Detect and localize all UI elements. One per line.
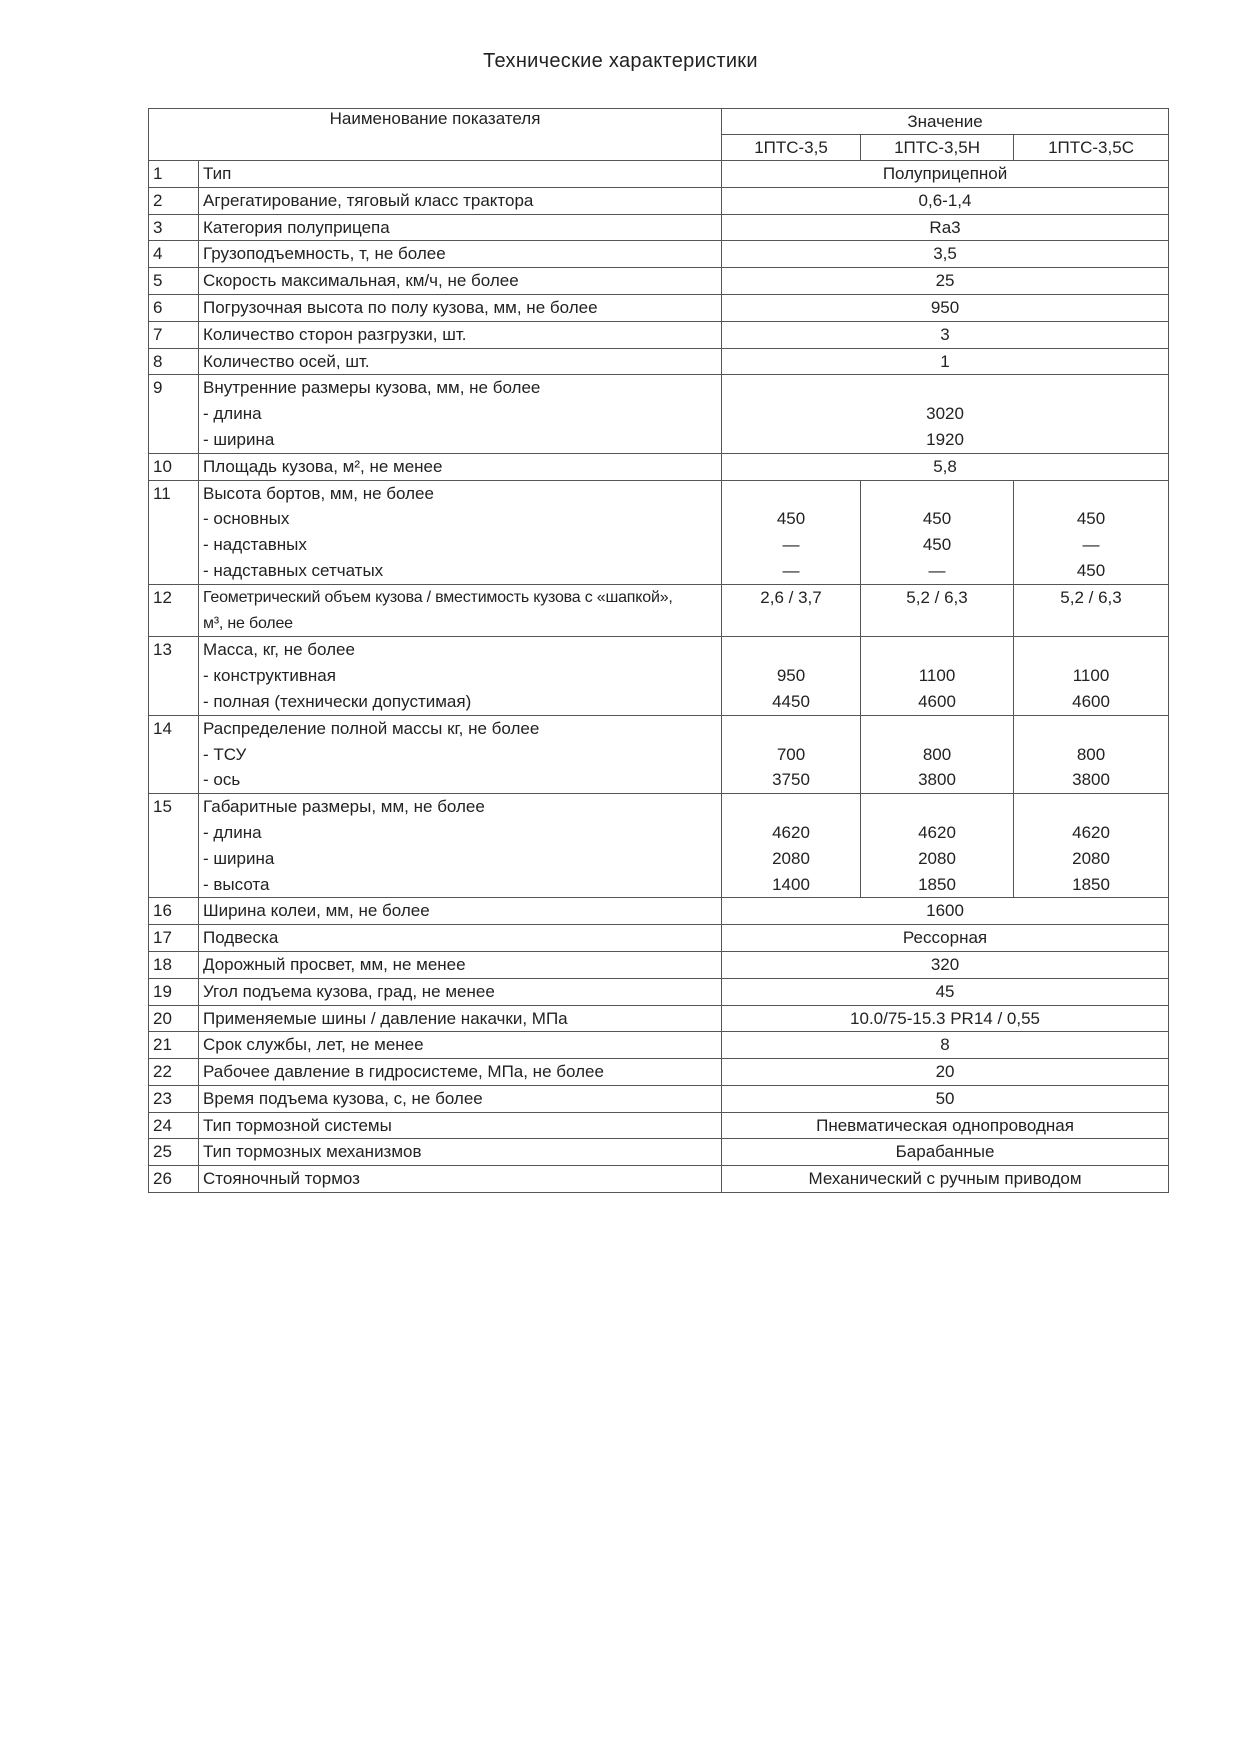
parameter-value-model-3 [1014, 480, 1169, 584]
parameter-value-line: Полуприцепной [882, 164, 1008, 183]
parameter-name-line: Количество осей, шт. [203, 351, 370, 371]
parameter-value-line: 1100 [1072, 666, 1110, 686]
parameter-name [199, 1112, 722, 1139]
parameter-value-line: 450 [1076, 560, 1106, 580]
parameter-name-line: - длина [203, 404, 262, 424]
parameter-name [199, 294, 722, 321]
parameter-name [199, 584, 722, 637]
parameter-value-line [1018, 716, 1164, 742]
parameter-name-line: - полная (технически допустимая) [203, 691, 472, 711]
row-number [149, 161, 199, 188]
parameter-value-model-2 [861, 584, 1014, 637]
table-row [149, 584, 1169, 637]
table-row [149, 925, 1169, 952]
parameter-name [199, 978, 722, 1005]
row-number [149, 978, 199, 1005]
parameter-name-line: Применяемые шины / давление накачки, МПа [203, 1008, 568, 1028]
parameter-value-model-3 [1014, 584, 1169, 637]
parameter-name-line: - конструктивная [203, 666, 336, 686]
parameter-value-line: — [928, 560, 946, 580]
table-row [149, 321, 1169, 348]
parameter-name [199, 453, 722, 480]
parameter-value-line: 4600 [1072, 691, 1110, 711]
row-number-text: 12 [153, 587, 172, 607]
table-row [149, 161, 1169, 188]
parameter-name-line: - ширина [203, 429, 275, 449]
parameter-value-line: 3020 [926, 404, 964, 424]
parameter-value-line: 5,2 / 6,3 [906, 587, 968, 607]
parameter-name [199, 951, 722, 978]
parameter-value-line [865, 637, 1009, 663]
table-row [149, 1166, 1169, 1193]
parameter-name [199, 480, 722, 584]
parameter-value [722, 951, 1169, 978]
parameter-value-line: 1600 [926, 901, 964, 921]
row-number-text: 18 [153, 954, 172, 974]
table-row [149, 268, 1169, 295]
row-number-text: 5 [153, 271, 163, 291]
parameter-value [722, 375, 1169, 453]
parameter-value-line: Механический с ручным приводом [808, 1169, 1082, 1189]
parameter-value-line: 800 [922, 744, 952, 764]
parameter-name-line: Стояночный тормоз [203, 1169, 360, 1189]
parameter-value-line: 950 [930, 297, 960, 317]
table-row [149, 1032, 1169, 1059]
parameter-name-line: - ширина [203, 848, 275, 868]
parameter-value-line: 25 [935, 271, 955, 291]
parameter-value-line: 50 [935, 1088, 955, 1108]
parameter-value [722, 925, 1169, 952]
row-number [149, 715, 199, 793]
parameter-value-line [1018, 481, 1164, 507]
parameter-name [199, 1166, 722, 1193]
parameter-name [199, 268, 722, 295]
parameter-value-model-1 [722, 715, 861, 793]
parameter-value-line: 4620 [918, 822, 956, 842]
parameter-name-line: Дорожный просвет, мм, не менее [203, 954, 466, 974]
parameter-value-line: 1100 [918, 666, 956, 686]
table-row [149, 480, 1169, 584]
parameter-value-model-2 [861, 480, 1014, 584]
row-number [149, 268, 199, 295]
parameter-value [722, 1032, 1169, 1059]
parameter-name-line: Тип тормозной системы [203, 1115, 392, 1135]
parameter-value-line [726, 481, 856, 507]
parameter-value-line: 2080 [772, 848, 810, 868]
parameter-name [199, 1032, 722, 1059]
parameter-value-line: Пневматическая однопроводная [816, 1115, 1074, 1135]
row-number [149, 348, 199, 375]
header-value-column: Значение [722, 109, 1169, 135]
parameter-value-line: 950 [776, 666, 806, 686]
row-number [149, 794, 199, 898]
parameter-name [199, 187, 722, 214]
parameter-value [722, 1166, 1169, 1193]
row-number [149, 1059, 199, 1086]
parameter-name-line: Время подъема кузова, с, не более [203, 1088, 483, 1108]
row-number [149, 453, 199, 480]
parameter-value [722, 161, 1169, 188]
header-model-2: 1ПТС-3,5Н [861, 135, 1014, 161]
parameter-value-line [865, 794, 1009, 820]
parameter-name [199, 898, 722, 925]
parameter-name-line: Категория полуприцепа [203, 217, 390, 237]
parameter-value [722, 321, 1169, 348]
parameter-name-line: Скорость максимальная, км/ч, не более [203, 271, 519, 291]
parameter-name [199, 214, 722, 241]
table-row [149, 951, 1169, 978]
row-number [149, 584, 199, 637]
row-number-text: 15 [153, 797, 172, 817]
row-number-text: 13 [153, 640, 172, 660]
parameter-value-line: 3800 [1072, 770, 1110, 790]
spec-table-body [149, 161, 1169, 1193]
parameter-value [722, 1139, 1169, 1166]
parameter-name-line: Площадь кузова, м², не менее [203, 456, 443, 476]
row-number-text: 7 [153, 324, 163, 344]
row-number [149, 1139, 199, 1166]
parameter-value-model-2 [861, 715, 1014, 793]
parameter-value-line [1018, 794, 1164, 820]
row-number-text: 22 [153, 1062, 172, 1082]
parameter-name [199, 1085, 722, 1112]
row-number [149, 375, 199, 453]
row-number-text: 11 [153, 483, 171, 503]
parameter-name-line: Геометрический объем кузова / вместимость кузова с «шапкой», [203, 588, 673, 606]
parameter-name-line: Тип [203, 164, 232, 183]
table-row [149, 1059, 1169, 1086]
row-number-text: 14 [153, 718, 172, 738]
parameter-name-line: Высота бортов, мм, не более [203, 483, 434, 503]
table-row [149, 794, 1169, 898]
parameter-value-line: 4620 [772, 822, 810, 842]
row-number [149, 214, 199, 241]
parameter-value-line: — [782, 560, 800, 580]
parameter-value-line: 0,6-1,4 [918, 190, 972, 210]
parameter-name-line: - ось [203, 770, 241, 790]
row-number-text: 16 [153, 901, 172, 921]
row-number [149, 480, 199, 584]
parameter-value-line: 1 [940, 351, 950, 371]
parameter-value-line: 2080 [918, 848, 956, 868]
row-number-text: 23 [153, 1088, 172, 1108]
parameter-name-line: м³, не более [203, 614, 293, 632]
parameter-value-model-1 [722, 794, 861, 898]
parameter-value-model-2 [861, 794, 1014, 898]
parameter-name [199, 1139, 722, 1166]
parameter-value-line: — [1082, 535, 1100, 555]
parameter-name [199, 161, 722, 188]
parameter-name-line: Масса, кг, не более [203, 640, 355, 660]
row-number-text: 1 [153, 164, 163, 183]
row-number [149, 1166, 199, 1193]
row-number [149, 1085, 199, 1112]
row-number [149, 1005, 199, 1032]
parameter-value-line: 45 [935, 981, 955, 1001]
page-title: Технические характеристики [483, 50, 758, 72]
row-number [149, 241, 199, 268]
parameter-value-line: 2,6 / 3,7 [760, 587, 822, 607]
table-row [149, 1085, 1169, 1112]
parameter-name-line: Габаритные размеры, мм, не более [203, 797, 485, 817]
parameter-value-line: 4620 [1072, 822, 1110, 842]
parameter-value-line [726, 716, 856, 742]
row-number [149, 951, 199, 978]
parameter-value [722, 453, 1169, 480]
parameter-value-line: Рессорная [902, 928, 988, 948]
parameter-name-line: - длина [203, 822, 262, 842]
parameter-value [722, 187, 1169, 214]
row-number-text: 6 [153, 297, 163, 317]
row-number [149, 1112, 199, 1139]
parameter-value-line: 5,8 [933, 456, 957, 476]
header-model-3: 1ПТС-3,5С [1014, 135, 1169, 161]
table-row [149, 348, 1169, 375]
parameter-value-model-1 [722, 637, 861, 715]
row-number-text: 9 [153, 378, 163, 398]
parameter-value-line: — [782, 535, 800, 555]
parameter-name [199, 925, 722, 952]
parameter-value-line: 5,2 / 6,3 [1060, 587, 1122, 607]
table-row [149, 637, 1169, 715]
parameter-value [722, 268, 1169, 295]
row-number-text: 20 [153, 1008, 172, 1028]
row-number [149, 187, 199, 214]
parameter-value-model-3 [1014, 715, 1169, 793]
table-row [149, 187, 1169, 214]
parameter-value-line: 3750 [772, 770, 810, 790]
table-row [149, 1112, 1169, 1139]
row-number-text: 26 [153, 1169, 172, 1189]
row-number-text: 3 [153, 217, 163, 237]
parameter-value-line: 450 [922, 535, 952, 555]
parameter-value-line: 1850 [1072, 874, 1110, 894]
parameter-name-line: Тип тормозных механизмов [203, 1142, 422, 1162]
parameter-name [199, 321, 722, 348]
parameter-value [722, 348, 1169, 375]
parameter-value-line [726, 637, 856, 663]
parameter-name [199, 637, 722, 715]
row-number [149, 1032, 199, 1059]
parameter-value-line: 1850 [918, 874, 956, 894]
table-row [149, 1139, 1169, 1166]
parameter-value [722, 294, 1169, 321]
row-number-text: 24 [153, 1115, 172, 1135]
parameter-value-line [726, 375, 1164, 401]
parameter-name-line: - надставных [203, 535, 307, 555]
parameter-value-line [1018, 637, 1164, 663]
row-number [149, 294, 199, 321]
parameter-value-line: 3800 [918, 770, 956, 790]
parameter-value [722, 1085, 1169, 1112]
parameter-value-line: Ra3 [929, 217, 961, 237]
parameter-name [199, 794, 722, 898]
parameter-value-model-3 [1014, 794, 1169, 898]
header-model-1: 1ПТС-3,5 [722, 135, 861, 161]
parameter-name [199, 715, 722, 793]
parameter-value [722, 1059, 1169, 1086]
row-number-text: 21 [153, 1035, 172, 1055]
row-number [149, 925, 199, 952]
parameter-value-line: 20 [935, 1062, 955, 1082]
parameter-value-line: 10.0/75-15.3 PR14 / 0,55 [850, 1008, 1041, 1028]
parameter-value [722, 1005, 1169, 1032]
parameter-value-line: 800 [1076, 744, 1106, 764]
table-row [149, 294, 1169, 321]
parameter-name-line: Рабочее давление в гидросистеме, МПа, не более [203, 1062, 604, 1082]
parameter-name-line: Грузоподъемность, т, не более [203, 244, 446, 264]
parameter-name-line: - высота [203, 874, 270, 894]
parameter-name [199, 1059, 722, 1086]
parameter-name [199, 1005, 722, 1032]
row-number [149, 637, 199, 715]
parameter-name [199, 375, 722, 453]
parameter-value-line: 8 [940, 1035, 950, 1055]
parameter-name-line: Количество сторон разгрузки, шт. [203, 324, 467, 344]
parameter-value-line: 4450 [772, 691, 810, 711]
table-row [149, 715, 1169, 793]
table-row [149, 214, 1169, 241]
parameter-value-line: 450 [776, 509, 806, 529]
parameter-value-model-1 [722, 480, 861, 584]
row-number-text: 10 [153, 456, 172, 476]
table-row [149, 453, 1169, 480]
spec-table [148, 108, 1169, 1193]
parameter-value-line: 3,5 [933, 244, 957, 264]
parameter-name [199, 241, 722, 268]
row-number-text: 2 [153, 190, 163, 210]
table-row [149, 375, 1169, 453]
parameter-value [722, 978, 1169, 1005]
parameter-name-line: Распределение полной массы кг, не более [203, 718, 540, 738]
parameter-name-line: Агрегатирование, тяговый класс трактора [203, 190, 534, 210]
parameter-name-line: Срок службы, лет, не менее [203, 1035, 424, 1055]
parameter-value-line [865, 716, 1009, 742]
parameter-name-line: Внутренние размеры кузова, мм, не более [203, 378, 541, 398]
row-number-text: 4 [153, 244, 163, 264]
parameter-name-line: Угол подъема кузова, град, не менее [203, 981, 495, 1001]
parameter-value [722, 214, 1169, 241]
parameter-name-line: Подвеска [203, 928, 279, 948]
parameter-value [722, 898, 1169, 925]
parameter-value [722, 241, 1169, 268]
parameter-value-line: 1920 [926, 429, 964, 449]
parameter-value-line: 450 [922, 509, 952, 529]
parameter-value-model-2 [861, 637, 1014, 715]
parameter-value-line [726, 794, 856, 820]
parameter-value-line: 3 [940, 324, 950, 344]
parameter-value-line: 320 [930, 954, 960, 974]
parameter-value-line: 2080 [1072, 848, 1110, 868]
parameter-value-model-3 [1014, 637, 1169, 715]
parameter-value-line: 4600 [918, 691, 956, 711]
parameter-name [199, 348, 722, 375]
parameter-value-line [865, 481, 1009, 507]
parameter-value-model-1 [722, 584, 861, 637]
parameter-name-line: Погрузочная высота по полу кузова, мм, не более [203, 297, 598, 317]
parameter-name-line: - основных [203, 509, 290, 529]
row-number [149, 898, 199, 925]
row-number-text: 19 [153, 981, 172, 1001]
row-number [149, 321, 199, 348]
parameter-name-line: Ширина колеи, мм, не более [203, 901, 430, 921]
header-name-column: Наименование показателя [149, 109, 722, 161]
table-row [149, 241, 1169, 268]
row-number-text: 25 [153, 1142, 172, 1162]
row-number-text: 17 [153, 928, 172, 948]
parameter-value-line: Барабанные [895, 1142, 995, 1162]
parameter-value-line: 450 [1076, 509, 1106, 529]
parameter-name-line: - ТСУ [203, 744, 247, 764]
table-row [149, 898, 1169, 925]
parameter-name-line: - надставных сетчатых [203, 560, 384, 580]
table-row [149, 1005, 1169, 1032]
table-row [149, 978, 1169, 1005]
parameter-value [722, 1112, 1169, 1139]
parameter-value-line: 700 [776, 744, 806, 764]
parameter-value-line: 1400 [772, 874, 810, 894]
row-number-text: 8 [153, 351, 163, 371]
